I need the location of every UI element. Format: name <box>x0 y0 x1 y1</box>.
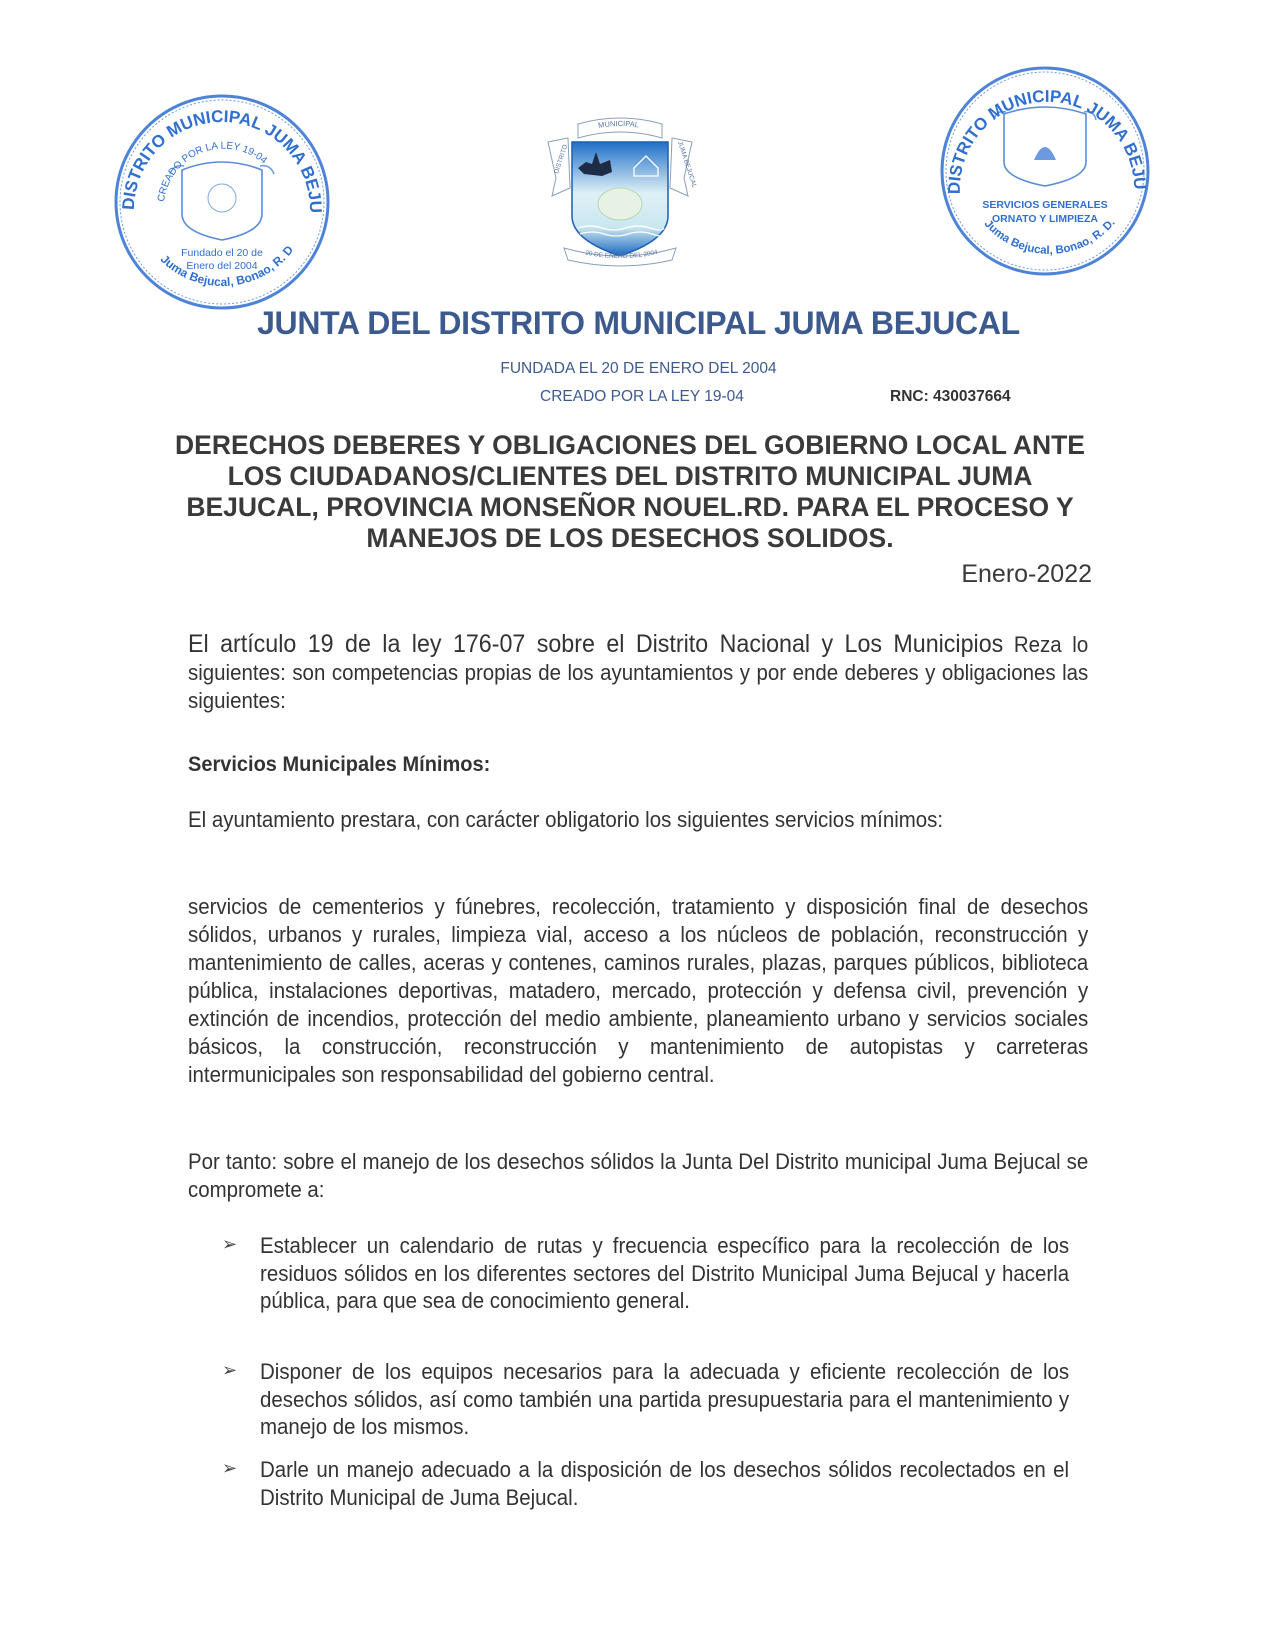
organization-title: JUNTA DEL DISTRITO MUNICIPAL JUMA BEJUCAL <box>257 305 1020 341</box>
svg-text:CREADO POR LA LEY 19-04 <box>156 141 269 203</box>
left-seal-ring-text: DISTRITO MUNICIPAL JUMA BEJU <box>118 106 326 214</box>
right-seal-stamp <box>938 64 1152 278</box>
arrowhead-bullet-icon: ➢ <box>222 1234 238 1254</box>
founded-date: FUNDADA EL 20 DE ENERO DEL 2004 <box>500 360 777 377</box>
paragraph: Por tanto: sobre el manejo de los desechos sólidos la Junta Del Distrito municipal Juma Bejucal se compromete a: <box>188 1149 1089 1202</box>
right-seal-ring-text: DISTRITO MUNICIPAL JUMA BEJU <box>944 86 1150 195</box>
list-item-text: Disponer de los equipos necesarios para la adecuada y eficiente recolección de los desechos sólidos, así como también una partida presupuestaria para el mantenimiento y manejo de los mismos. <box>260 1359 1070 1439</box>
right-seal-bottom-text: Juma Bejucal, Bonao, R. D. <box>981 216 1118 257</box>
coat-of-arms-emblem <box>512 112 728 270</box>
left-seal-inner-text: CREADO POR LA LEY 19-04 <box>156 140 270 203</box>
rnc-number: RNC: 430037664 <box>890 388 1011 405</box>
left-seal-bottom-text: Juma Bejucal, Bonao, R. D <box>157 242 297 290</box>
seal-stamp-icon <box>112 92 332 312</box>
right-seal-center-line-1: SERVICIOS GENERALES <box>982 199 1108 211</box>
paragraph: servicios de cementerios y fúnebres, recolección, tratamiento y disposición final de desechos sólidos, urbanos y rurales, limpieza vial, acceso a los núcleos de población, reconstrucción y mantenimiento de calles, aceras y contenes, caminos rurales, plazas, parques públicos, biblioteca pública, instalaciones deportivas, matadero, mercado, protección y defensa civil, prevención y extinción de incendios, protección del medio ambiente, planeamiento urbano y servicios sociales básicos, la construcción, reconstrucción y mantenimiento de autopistas y carreteras intermunicipales son responsabilidad del gobierno central. <box>188 894 1089 1087</box>
left-seal-center-line-1: Fundado el 20 de <box>181 247 263 259</box>
emblem-ribbon-left: DISTRITO <box>553 143 570 175</box>
intro-rest: Reza lo siguientes: son competencias propias de los ayuntamientos y por ende deberes y obligaciones las siguientes: <box>188 632 1089 713</box>
created-by-law: CREADO POR LA LEY 19-04 <box>540 388 744 405</box>
svg-text:DISTRITO MUNICIPAL JUMA BEJUCA <box>112 92 325 213</box>
svg-text:DISTRITO MUNICIPAL JUMA BEJUCA <box>938 64 1149 194</box>
section-heading: Servicios Municipales Mínimos: <box>188 752 491 776</box>
coat-of-arms-icon <box>512 112 728 270</box>
emblem-ribbon-bottom: 20 DE ENERO DEL 2004 <box>584 249 659 261</box>
intro-lead: El artículo 19 de la ley 176-07 sobre el Distrito Nacional y Los Municipios <box>188 630 1004 658</box>
paragraph: El ayuntamiento prestara, con carácter obligatorio los siguientes servicios mínimos: <box>188 807 944 832</box>
left-seal-center-line-2: Enero del 2004 <box>186 260 258 272</box>
emblem-ribbon-top: MUNICIPAL <box>597 118 640 130</box>
document-title: DERECHOS DEBERES Y OBLIGACIONES DEL GOBIERNO LOCAL ANTE LOS CIUDADANOS/CLIENTES DEL DISTRITO MUNICIPAL JUMA BEJUCAL, PROVINCIA MONSEÑOR NOUEL.RD. PARA EL PROCESO Y MANEJOS DE LOS DESECHOS SOLIDOS. <box>175 430 1085 553</box>
document-date: Enero-2022 <box>961 560 1092 588</box>
left-seal-stamp <box>112 92 332 312</box>
list-item-text: Darle un manejo adecuado a la disposición de los desechos sólidos recolectados en el Distrito Municipal de Juma Bejucal. <box>260 1457 1070 1510</box>
seal-stamp-icon <box>938 64 1152 278</box>
arrowhead-bullet-icon: ➢ <box>222 1360 238 1380</box>
list-item-text: Establecer un calendario de rutas y frecuencia específico para la recolección de los residuos sólidos en los diferentes sectores del Distrito Municipal Juma Bejucal y hacerla pública, para que sea de conocimiento general. <box>260 1233 1070 1313</box>
arrowhead-bullet-icon: ➢ <box>222 1458 238 1478</box>
intro-paragraph <box>188 630 1088 715</box>
right-seal-center-line-2: ORNATO Y LIMPIEZA <box>992 213 1098 225</box>
emblem-ribbon-right: JUMA BEJUCAL <box>676 140 698 189</box>
